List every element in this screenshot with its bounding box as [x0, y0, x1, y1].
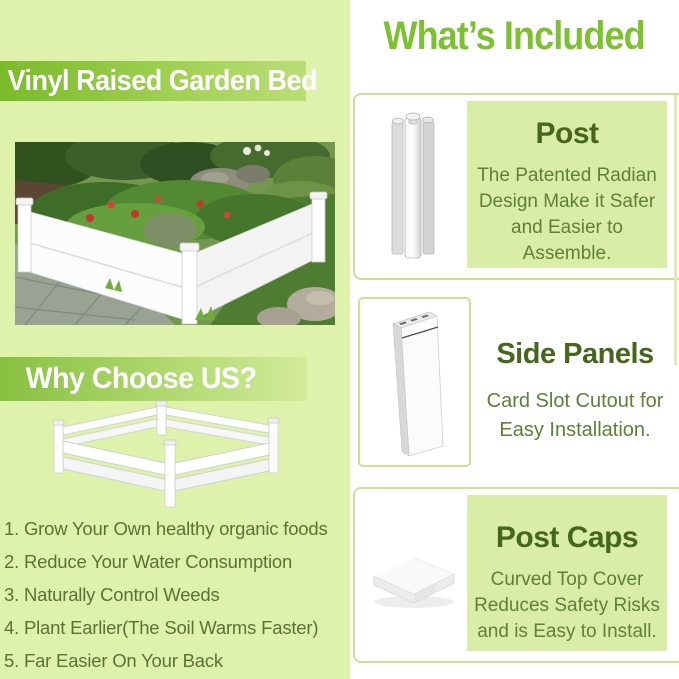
- why-choose-us-title: Why Choose US?: [25, 362, 257, 395]
- side-panels-heading: Side Panels: [496, 338, 654, 370]
- why-choose-us-banner: [0, 357, 307, 401]
- bed-frame-graphic: [46, 400, 290, 514]
- post-description: The Patented Radian Design Make it Safer and Easier to Assemble.: [477, 165, 657, 264]
- post-cap-product-image: [366, 538, 462, 612]
- benefit-item-2: 2. Reduce Your Water Consumption: [4, 551, 293, 572]
- side-panels-text-pane: [472, 338, 678, 445]
- product-title-banner: [0, 61, 318, 101]
- benefit-item-3: 3. Naturally Control Weeds: [4, 584, 220, 605]
- post-caps-text-pane: [467, 495, 667, 651]
- benefits-list: [4, 512, 350, 677]
- benefit-item-5: 5. Far Easier On Your Back: [4, 650, 223, 671]
- post-caps-heading: Post Caps: [495, 521, 639, 554]
- side-panels-description: Card Slot Cutout for Easy Installation.: [486, 390, 664, 441]
- benefit-item-4: 4. Plant Earlier(The Soil Warms Faster): [4, 617, 319, 638]
- garden-bed-photo-graphic: [15, 142, 335, 325]
- whats-included-text: What’s Included: [383, 14, 646, 58]
- post-product-image: [386, 108, 440, 264]
- post-graphic: [386, 108, 440, 264]
- whats-included-title: [350, 14, 679, 59]
- side-panel-graphic: [385, 306, 451, 458]
- garden-bed-frame-illustration: [46, 400, 290, 514]
- benefit-item-1: 1. Grow Your Own healthy organic foods: [4, 518, 328, 539]
- post-heading: Post: [535, 117, 599, 150]
- side-panel-product-image: [385, 306, 451, 458]
- post-cap-graphic: [366, 538, 462, 612]
- cropped-adjacent-box-edge: [674, 95, 677, 365]
- post-text-pane: [467, 101, 667, 268]
- garden-bed-photo: [15, 142, 335, 325]
- product-title: Vinyl Raised Garden Bed: [7, 64, 318, 97]
- post-caps-description: Curved Top Cover Reduces Safety Risks and is Easy to Install.: [474, 569, 660, 642]
